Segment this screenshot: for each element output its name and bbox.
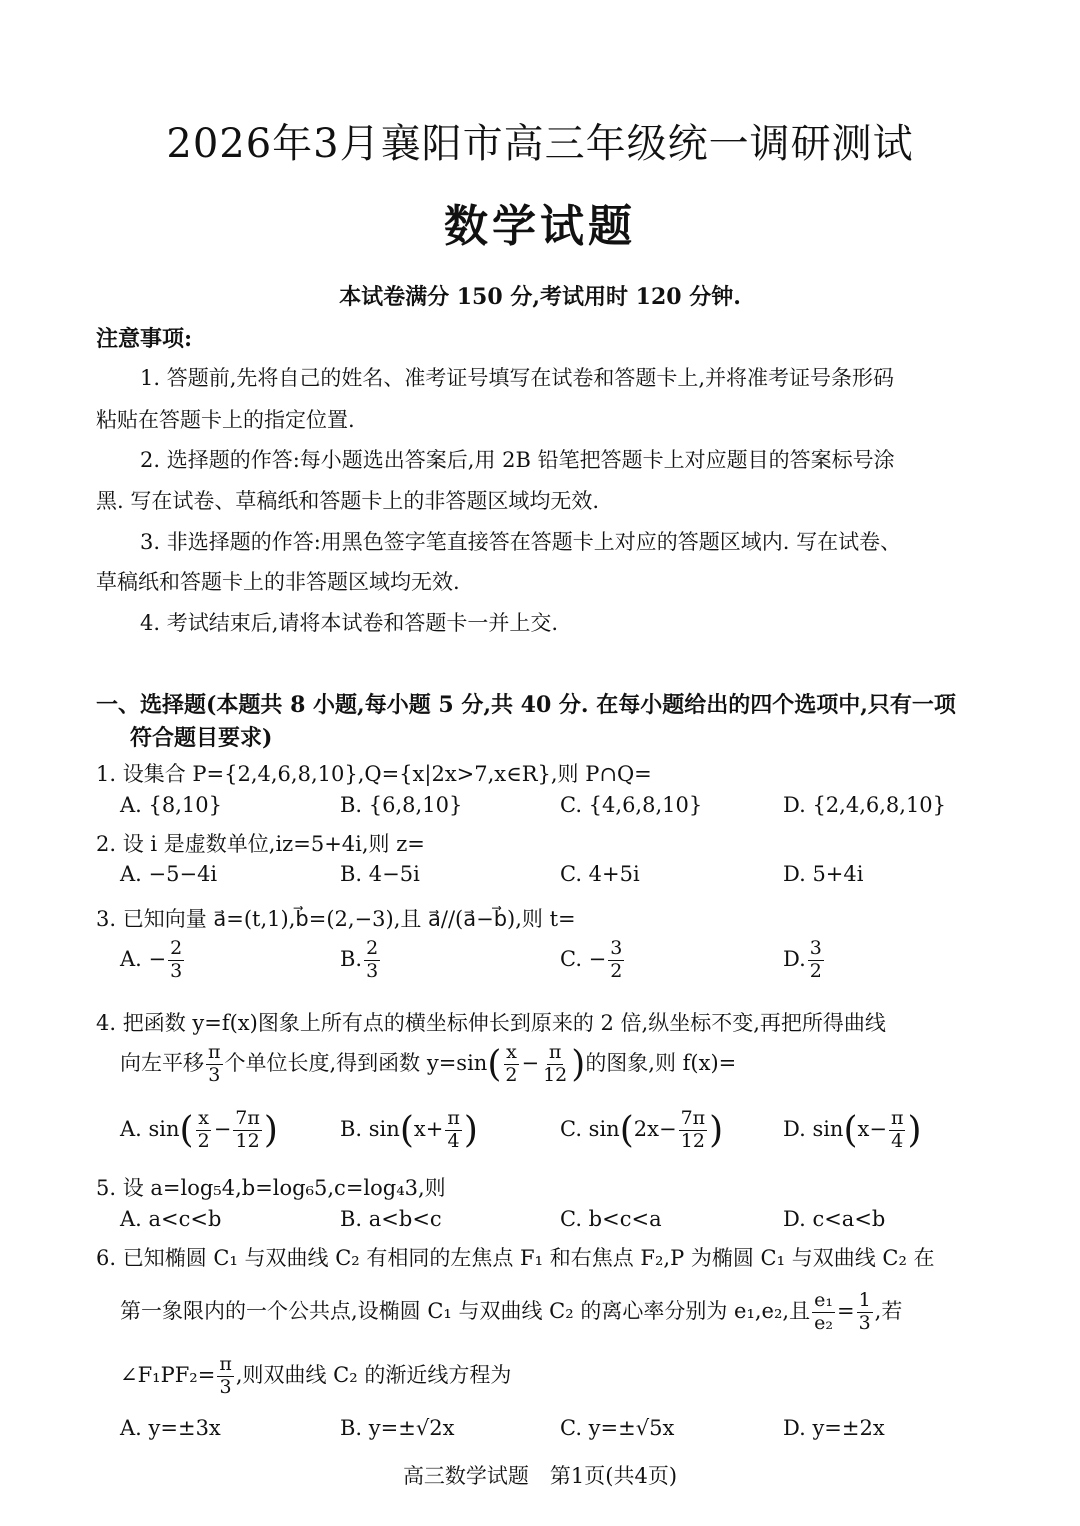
q3-option-b [340, 938, 382, 983]
notice-item-2: 2. 选择题的作答:每小题选出答案后,用 2B 铅笔把答题卡上对应题目的答案标号涂 [140, 448, 895, 472]
q6-option-d: D. y=±2x [783, 1416, 885, 1440]
notice-item-4: 4. 考试结束后,请将本试卷和答题卡一并上交. [140, 611, 559, 635]
score-note: 本试卷满分 150 分,考试用时 120 分钟. [339, 284, 741, 310]
q4-option-b: B. sin(x+ $\frac{\pi}{4}$ ) [340, 1107, 478, 1152]
q4-option-c: C. sin(2x− $\frac{7\pi}{12}$ ) [560, 1107, 724, 1152]
q4-option-a: A. sin( $\frac{x}{2}$ − $\frac{7\pi}{12}$ ) [120, 1107, 278, 1152]
q3-a-label: A. − [120, 946, 167, 971]
q3-b-fraction: $\frac{2}{3}$ [366, 937, 379, 982]
page-footer: 高三数学试题 第1页(共4页) [402, 1464, 678, 1488]
q6-option-c: C. y=±√5x [560, 1416, 675, 1440]
q4-shift-fraction: $\frac{\pi}{3}$ [208, 1041, 221, 1086]
q2-option-d: D. 5+4i [783, 862, 864, 886]
exam-title: 2026年3月襄阳市高三年级统一调研测试 [166, 121, 914, 167]
question-4-stem: 4. 把函数 y=f(x)图象上所有点的横坐标伸长到原来的 2 倍,纵坐标不变,再把所得曲线 [96, 1011, 886, 1035]
question-6-stem-cont: 第一象限内的一个公共点,设椭圆 C₁ 与双曲线 C₂ 的离心率分别为 e₁,e₂,且 $\frac{\text{e₁}}{\text{e₂}}$ = $\frac{1}{3}$ ,若 [120, 1289, 903, 1334]
notice-item-3: 3. 非选择题的作答:用黑色签字笔直接答在答题卡上对应的答题区域内. 写在试卷、 [140, 530, 902, 554]
q1-option-a: A. {8,10} [120, 793, 222, 817]
q6-option-b: B. y=±√2x [340, 1416, 455, 1440]
notice-heading: 注意事项: [96, 326, 193, 352]
q1-option-b: B. {6,8,10} [340, 793, 463, 817]
section-heading-cont: 符合题目要求) [130, 725, 273, 751]
section-heading: 一、选择题(本题共 8 小题,每小题 5 分,共 40 分. 在每小题给出的四个选项中,只有一项 [96, 692, 956, 718]
q5-option-a: A. a<c<b [120, 1207, 222, 1231]
q4-pi-over-12: $\frac{\pi}{12}$ [543, 1041, 568, 1086]
question-2-stem: 2. 设 i 是虚数单位,iz=5+4i,则 z= [96, 832, 425, 856]
q5-option-b: B. a<b<c [340, 1207, 442, 1231]
q1-option-c: C. {4,6,8,10} [560, 793, 703, 817]
question-5-stem: 5. 设 a=log₅4,b=log₆5,c=log₄3,则 [96, 1176, 446, 1200]
question-1-stem: 1. 设集合 P={2,4,6,8,10},Q={x|2x>7,x∈R},则 P∩Q= [96, 762, 652, 786]
q6-angle-fraction: $\frac{\pi}{3}$ [219, 1353, 232, 1398]
question-6-stem: 6. 已知椭圆 C₁ 与双曲线 C₂ 有相同的左焦点 F₁ 和右焦点 F₂,P 为椭圆 C₁ 与双曲线 C₂ 在 [96, 1246, 935, 1270]
question-3-stem: 3. 已知向量 a⃗=(t,1),b⃗=(2,−3),且 a⃗//(a⃗−b⃗),则 t= [96, 907, 576, 931]
notice-item-1: 1. 答题前,先将自己的姓名、准考证号填写在试卷和答题卡上,并将准考证号条形码 [140, 366, 895, 390]
q6-ecc-ratio: $\frac{\text{e₁}}{\text{e₂}}$ [814, 1289, 833, 1334]
q3-d-fraction: $\frac{3}{2}$ [809, 937, 822, 982]
q3-option-a [120, 938, 186, 983]
notice-item-2-cont: 黑. 写在试卷、草稿纸和答题卡上的非答题区域均无效. [96, 489, 600, 513]
q5-option-d: D. c<a<b [783, 1207, 886, 1231]
q3-c-fraction: $\frac{3}{2}$ [610, 937, 623, 982]
q4-option-d: D. sin(x− $\frac{\pi}{4}$ ) [783, 1107, 922, 1152]
q3-a-fraction: $\frac{2}{3}$ [170, 937, 183, 982]
question-4-stem-cont: 向左平移 $\frac{\pi}{3}$ 个单位长度,得到函数 y=sin( $\frac{x}{2}$ − $\frac{\pi}{12}$ )的图象,则 f(x)= [120, 1041, 737, 1086]
q3-option-d [783, 938, 826, 983]
q3-c-label: C. − [560, 946, 607, 971]
notice-item-1-cont: 粘贴在答题卡上的指定位置. [96, 408, 355, 432]
subject-title: 数学试题 [444, 201, 636, 252]
q3-b-label: B. [340, 946, 363, 971]
notice-item-3-cont: 草稿纸和答题卡上的非答题区域均无效. [96, 570, 460, 594]
q2-option-a: A. −5−4i [120, 862, 218, 886]
q3-option-c [560, 938, 626, 983]
q2-option-b: B. 4−5i [340, 862, 420, 886]
q4-x-over-2: $\frac{x}{2}$ [505, 1041, 518, 1086]
q3-d-label: D. [783, 946, 806, 971]
q6-option-a: A. y=±3x [120, 1416, 221, 1440]
q1-option-d: D. {2,4,6,8,10} [783, 793, 947, 817]
q2-option-c: C. 4+5i [560, 862, 640, 886]
q5-option-c: C. b<c<a [560, 1207, 662, 1231]
question-6-stem-cont2: ∠F₁PF₂= $\frac{\pi}{3}$ ,则双曲线 C₂ 的渐近线方程为 [120, 1353, 512, 1398]
